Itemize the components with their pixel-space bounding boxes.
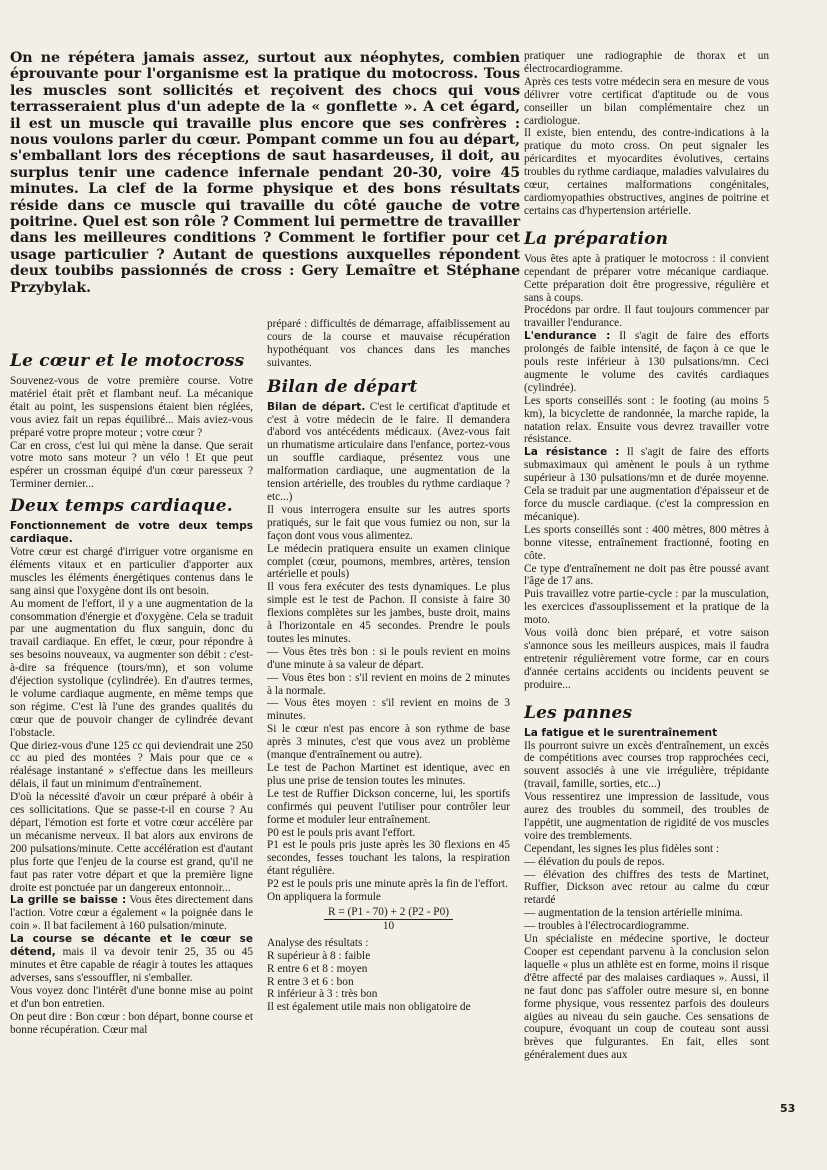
paragraph: Si le cœur n'est pas encore à son rythme de base après 3 minutes, c'est que vous avez un problème (manque d'entraînement ou autre). xyxy=(267,723,510,762)
paragraph-text: C'est le certificat d'aptitude et c'est à votre médecin de le faire. Il demandera d'abord vos antécédents médicaux. (Avez-vous fait un rhumatisme articulaire dans l'enfance, portez-vous un souffle cardiaque, présentez vous une malformation cardiaque, une augmentation de la tension artérielle, des troubles du rythme cardiaque ? etc...) xyxy=(267,400,510,503)
heading-bilan-depart: Bilan de départ xyxy=(267,376,418,397)
paragraph: Le test de Ruffier Dickson concerne, lui, les sportifs confirmés qui peuvent l'utiliser pour contrôler leur forme et moduler leur entraînement. xyxy=(267,787,510,826)
heading-coeur-motocross: Le cœur et le motocross xyxy=(10,351,245,371)
column-2 xyxy=(267,318,510,1014)
column-1 xyxy=(10,348,253,1036)
paragraph-resistance xyxy=(524,446,769,523)
paragraph: Il vous fera exécuter des tests dynamiques. Le plus simple est le test de Pachon. Il consiste à faire 30 flexions complètes sur les jambes, buste droit, mains à l'horizontale en 45 secondes. Prendre le pouls toutes les minutes. xyxy=(267,581,510,645)
formula-numerator: R = (P1 - 70) + 2 (P2 - P0) xyxy=(324,906,453,920)
list-item: — élévation du pouls de repos. xyxy=(524,855,665,868)
subheading-resistance: La résistance : xyxy=(524,446,620,459)
paragraph: Les sports conseillés sont : le footing (au moins 5 km), la bicyclette de randonnée, la marche rapide, la natation relax. Ensuite vous devrez travailler votre résistance. xyxy=(524,394,769,446)
list-item: — troubles à l'électrocardiogramme. xyxy=(524,920,690,933)
paragraph: Car en cross, c'est lui qui mène la danse. Que serait votre moto sans moteur ? un vélo ! Et que peut espérer un crossman équipé d'un cœur paresseux ? Terminer dernier... xyxy=(10,439,253,491)
paragraph: Il existe, bien entendu, des contre-indications à la pratique du moto cross. On peut signaler les péricardites et myocardites évolutives, certains troubles du rythme cardiaque, maladies valvulaires du cœur, certaines malformations congénitales, cardiomyopathies obstructives, angines de poitrine et certains cas d'hypertension artérielle. xyxy=(524,127,769,217)
paragraph: — Vous êtes très bon : si le pouls revient en moins d'une minute à sa valeur de départ. xyxy=(267,645,510,671)
paragraph: Vous voyez donc l'intérêt d'une bonne mise au point et d'un bon entretien. xyxy=(10,984,253,1010)
paragraph: Le test de Pachon Martinet est identique, avec en plus une prise de tension toutes les minutes. xyxy=(267,762,510,787)
paragraph: Votre cœur est chargé d'irriguer votre organisme en éléments vitaux et en particulier d'apporter aux muscles les éléments énergétiques contenus dans le sang ainsi que l'oxygène dont ils ont besoin. xyxy=(10,545,253,597)
page-number: 53 xyxy=(780,1102,796,1115)
paragraph: Les sports conseillés sont : 400 mètres, 800 mètres à bonne vitesse, entraînement fractionné, footing en côte. xyxy=(524,523,769,562)
paragraph-text: Vous êtes directement dans l'action. Votre cœur a également « la poignée dans le coin ». Il bat facilement à 160 pulsation/minute. xyxy=(10,894,254,933)
subheading-bilan: Bilan de départ. xyxy=(267,400,366,413)
paragraph: Au moment de l'effort, il y a une augmentation de la consommation d'énergie et d'oxygène. Cela se traduit par une augmentation du flux sanguin, donc du travail cardiaque. En effet, le cœur, pour répondre à ses besoins nouveaux, va augmenter son débit : c'est-à-dire sa fréquence (tours/mn), et son volume d'éjection systolique (cylindrée). En d'autres termes, le volume cardiaque augmente, en même temps que son régime. C'est là l'une des grandes qualités du cœur que de pouvoir changer de cylindrée devant l'obstacle. xyxy=(10,597,253,739)
paragraph: On appliquera la formule xyxy=(267,891,381,904)
paragraph-text: mais il va devoir tenir 25, 35 ou 45 minutes et être capable de réagir à toutes les attaques adverses, sans s'essouffler, ni s'emballer. xyxy=(10,946,253,984)
column-3 xyxy=(524,50,769,1062)
list-item: — augmentation de la tension artérielle minima. xyxy=(524,907,743,920)
paragraph: Souvenez-vous de votre première course. Votre matériel était prêt et flambant neuf. La mécanique était au point, les suspensions étaient bien réglées, vous aviez fait un repas équilibré... Mais aviez-vous préparé votre propre moteur ; votre cœur ? xyxy=(10,375,253,439)
paragraph: Cependant, les signes les plus fidèles sont : xyxy=(524,842,720,855)
heading-deux-temps: Deux temps cardiaque. xyxy=(10,496,233,517)
result-line: R supérieur à 8 : faible xyxy=(267,949,371,962)
subheading-fonctionnement: Fonctionnement de votre deux temps cardiaque. xyxy=(10,520,253,546)
paragraph-grille xyxy=(10,894,253,933)
paragraph: Vous voilà donc bien préparé, et votre saison s'annonce sous les meilleurs auspices, mais il faudra entretenir régulièrement votre forme, car en cours d'année certains accidents ou incidents peuvent se produire... xyxy=(524,627,769,691)
paragraph: Procédons par ordre. Il faut toujours commencer par travailler l'endurance. xyxy=(524,304,769,330)
result-line: R entre 3 et 6 : bon xyxy=(267,975,354,988)
heading-pannes: Les pannes xyxy=(524,702,633,723)
result-line: R inférieur à 3 : très bon xyxy=(267,988,378,1001)
paragraph: Il vous interrogera ensuite sur les autres sports pratiqués, sur le fait que vous fumiez ou non, sur la façon dont vous vous alimentez. xyxy=(267,503,510,542)
paragraph-bilan xyxy=(267,401,510,504)
paragraph: Ce type d'entraînement ne doit pas être poussé avant l'âge de 17 ans. xyxy=(524,562,769,588)
paragraph: P2 est le pouls pris une minute après la fin de l'effort. xyxy=(267,878,508,891)
paragraph: On peut dire : Bon cœur : bon départ, bonne course et bonne récupération. Cœur mal xyxy=(10,1010,253,1036)
paragraph-decante xyxy=(10,933,253,985)
paragraph: Que diriez-vous d'une 125 cc qui deviendrait une 250 cc au pied des montées ? Mais pour que ce « réalésage instantané » s'effectue dans les meilleurs délais, il faut un minimum d'entraînement. xyxy=(10,739,253,791)
result-line: R entre 6 et 8 : moyen xyxy=(267,962,368,975)
paragraph-endurance xyxy=(524,330,769,395)
paragraph: préparé : difficultés de démarrage, affaiblissement au cours de la course et mauvaise récupération hypothéquant vos chances dans les manches suivantes. xyxy=(267,318,510,369)
subheading-decante: La course se décante et le cœur se détend, xyxy=(10,933,253,959)
ruffier-formula xyxy=(267,906,510,933)
subheading-fatigue: La fatigue et le surentraînement xyxy=(524,726,718,739)
heading-preparation: La préparation xyxy=(524,228,669,249)
subheading-endurance: L'endurance : xyxy=(524,330,611,343)
subheading-grille: La grille se baisse : xyxy=(10,894,127,907)
paragraph: Il est également utile mais non obligatoire de xyxy=(267,1001,471,1014)
intro-paragraph: On ne répétera jamais assez, surtout aux néophytes, combien éprouvante pour l'organisme est la pratique du motocross. Tous les muscles sont sollicités et reçoivent des chocs qui vous terrasseraient plus d'un adepte de la « gonflette ». A cet égard, il est un muscle qui travaille plus encore que ses confrères : nous voulons parler du cœur. Pompant comme un fou au départ, s'emballant lors des réceptions de saut hasardeuses, il doit, au surplus tenir une cadence infernale pendant 20-30, voire 45 minutes. La clef de la forme physique et des bons résultats réside dans ce muscle qui travaille du côté gauche de votre poitrine. Quel est son rôle ? Comment lui permettre de travailler dans les meilleures conditions ? Comment le fortifier pour cet usage particulier ? Autant de questions auxquelles répondent deux toubibs passionnés de cross : Gery Lemaître et Stéphane Przybylak. xyxy=(10,50,520,296)
paragraph: — Vous êtes bon : s'il revient en moins de 2 minutes à la normale. xyxy=(267,671,510,697)
paragraph: Un spécialiste en médecine sportive, le docteur Cooper est cependant parvenu à la conclusion selon laquelle « plus un athlète est en forme, moins il risque d'être affecté par des malaises cardiaques ». Aussi, il ne faut donc pas s'affoler outre mesure si, en bonne forme physique, vous ressentez parfois des douleurs aigües au niveau du sein gauche. Ces sensations de coupure, évoquant un coup de couteau sont aussi brèves que fulgurantes. En fait, elles sont généralement dues aux xyxy=(524,933,769,1062)
paragraph: pratiquer une radiographie de thorax et un électrocardiogramme. xyxy=(524,50,769,75)
paragraph: Vous ressentirez une impression de lassitude, vous aurez des troubles du sommeil, des troubles de l'appétit, une augmentation de rigidité de vos muscles voire des tremblements. xyxy=(524,791,769,842)
paragraph: Ils pourront suivre un excès d'entraînement, un excès de compétitions avec courses trop rapprochées ceci, souvent associés à une vie irrégulière, trépidante (travail, famille, sorties, etc...) xyxy=(524,739,769,791)
list-item: — élévation des chiffres des tests de Martinet, Ruffier, Dickson avec retour au calme du cœur retardé xyxy=(524,868,769,907)
paragraph: Le médecin pratiquera ensuite un examen clinique complet (cœur, poumons, membres, artères, tension artérielle et pouls) xyxy=(267,542,510,581)
paragraph: Après ces tests votre médecin sera en mesure de vous délivrer votre certificat d'aptitude ou de vous conseiller un bilan complémentaire chez un cardiologue. xyxy=(524,75,769,127)
paragraph: — Vous êtes moyen : s'il revient en moins de 3 minutes. xyxy=(267,697,510,723)
paragraph: D'où la nécessité d'avoir un cœur préparé à obéir à ces sollicitations. Que se passe-t-il en course ? Au départ, l'émotion est forte et votre cœur accélère par un mécanisme nerveux. Il bat alors aux environs de 200 pulsations/minute. Cette accélération est d'autant plus forte que l'enjeu de la course est grand, qu'il ne faut pas rater votre départ et que la première ligne droite est ponctuée par un dangereux entonnoir... xyxy=(10,791,253,894)
paragraph-text: Il s'agit de faire des efforts prolongés de faible intensité, de façon à ce que le pouls reste inférieur à 130 pulsations/mn. Ceci augmente le volume des cavités cardiaques (cylindrée). xyxy=(524,330,769,394)
paragraph: Analyse des résultats : xyxy=(267,936,369,949)
paragraph: P0 est le pouls pris avant l'effort. xyxy=(267,826,416,839)
paragraph-text: Il s'agit de faire des efforts submaximaux qui amènent le pouls à un rythme supérieur à 130 pulsations/mn et de durée moyenne. Cela se traduit par une augmentation d'épaisseur et de force du muscle cardiaque. (c'est la compression en mécanique). xyxy=(524,446,769,523)
paragraph: Vous êtes apte à pratiquer le motocross : il convient cependant de préparer votre mécanique cardiaque. Cette préparation doit être progressive, régulière et sans à coups. xyxy=(524,252,769,304)
paragraph: P1 est le pouls pris juste après les 30 flexions en 45 secondes, fesses touchant les talons, la respiration étant régulière. xyxy=(267,839,510,878)
paragraph: Puis travaillez votre partie-cycle : par la musculation, les exercices d'assouplissement et la pratique de la moto. xyxy=(524,588,769,627)
formula-denominator: 10 xyxy=(382,919,395,932)
